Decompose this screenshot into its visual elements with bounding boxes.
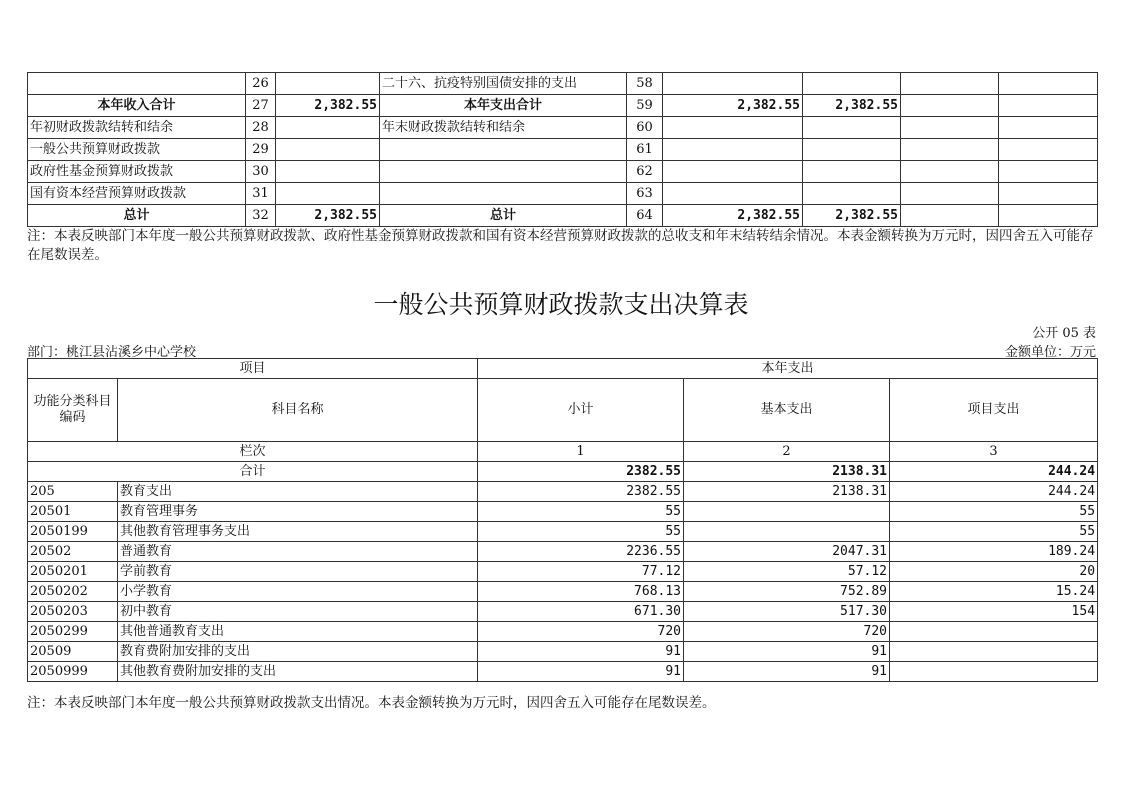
project-amount: 20 <box>890 562 1098 582</box>
income-amount: 2,382.55 <box>276 205 380 227</box>
subtotal-amount: 2382.55 <box>478 482 684 502</box>
expense-state-capital-amount <box>999 95 1098 117</box>
expense-line-no: 58 <box>627 73 663 95</box>
income-item: 政府性基金预算财政拨款 <box>28 161 246 183</box>
income-line-no: 31 <box>246 183 276 205</box>
subject-name: 其他教育费附加安排的支出 <box>118 662 478 682</box>
header-col1: 1 <box>478 442 684 462</box>
expense-table-note: 注：本表反映部门本年度一般公共预算财政拨款支出情况。本表金额转换为万元时，因四舍五入可能存在尾数误差。 <box>27 695 716 711</box>
subtotal-amount: 720 <box>478 622 684 642</box>
expense-fund-amount <box>901 139 999 161</box>
project-amount <box>890 622 1098 642</box>
table-row <box>28 542 1098 562</box>
income-item: 一般公共预算财政拨款 <box>28 139 246 161</box>
fiscal-summary-note: 注：本表反映部门本年度一般公共预算财政拨款、政府性基金预算财政拨款和国有资本经营预算财政拨款的总收支和年末结转结余情况。本表金额转换为万元时，因四舍五入可能存在尾数误差。 <box>27 228 1094 263</box>
income-item: 本年收入合计 <box>28 95 246 117</box>
project-amount: 15.24 <box>890 582 1098 602</box>
expense-item: 二十六、抗疫特别国债安排的支出 <box>380 73 627 95</box>
income-line-no: 29 <box>246 139 276 161</box>
expense-state-capital-amount <box>999 73 1098 95</box>
project-amount: 55 <box>890 522 1098 542</box>
basic-amount: 752.89 <box>684 582 890 602</box>
expense-total-amount <box>663 117 803 139</box>
subject-name: 教育管理事务 <box>118 502 478 522</box>
income-amount <box>276 139 380 161</box>
expense-general-budget-amount: 2,382.55 <box>803 205 901 227</box>
project-amount: 154 <box>890 602 1098 622</box>
subject-code: 2050299 <box>28 622 118 642</box>
subtotal-amount: 671.30 <box>478 602 684 622</box>
subject-code: 205 <box>28 482 118 502</box>
expense-general-budget-amount: 2,382.55 <box>803 95 901 117</box>
table-row <box>28 522 1098 542</box>
subtotal-amount: 2236.55 <box>478 542 684 562</box>
basic-amount: 2138.31 <box>684 482 890 502</box>
total-basic: 2138.31 <box>684 462 890 482</box>
table-row <box>28 161 1098 183</box>
income-line-no: 32 <box>246 205 276 227</box>
income-item: 国有资本经营预算财政拨款 <box>28 183 246 205</box>
header-basic: 基本支出 <box>684 379 890 442</box>
header-code: 功能分类科目编码 <box>28 379 118 442</box>
income-amount <box>276 183 380 205</box>
basic-amount: 91 <box>684 662 890 682</box>
expense-line-no: 64 <box>627 205 663 227</box>
table-row <box>28 73 1098 95</box>
table-row <box>28 662 1098 682</box>
expense-fund-amount <box>901 95 999 117</box>
project-amount: 244.24 <box>890 482 1098 502</box>
subject-code: 2050203 <box>28 602 118 622</box>
expense-item: 总计 <box>380 205 627 227</box>
table-row <box>28 183 1098 205</box>
subject-name: 其他教育管理事务支出 <box>118 522 478 542</box>
table-row <box>28 139 1098 161</box>
income-item <box>28 73 246 95</box>
expense-general-budget-amount <box>803 183 901 205</box>
income-item: 年初财政拨款结转和结余 <box>28 117 246 139</box>
expense-total-amount <box>663 139 803 161</box>
subject-name: 初中教育 <box>118 602 478 622</box>
income-item: 总计 <box>28 205 246 227</box>
subtotal-amount: 768.13 <box>478 582 684 602</box>
expense-item: 年末财政拨款结转和结余 <box>380 117 627 139</box>
basic-amount <box>684 522 890 542</box>
expense-table-body <box>28 482 1098 682</box>
income-amount <box>276 161 380 183</box>
basic-amount: 91 <box>684 642 890 662</box>
project-amount: 55 <box>890 502 1098 522</box>
header-project: 项目 <box>28 359 478 379</box>
header-subtotal: 小计 <box>478 379 684 442</box>
subject-code: 2050999 <box>28 662 118 682</box>
basic-amount: 57.12 <box>684 562 890 582</box>
expense-fund-amount <box>901 205 999 227</box>
fiscal-summary-table <box>27 72 1098 227</box>
project-amount <box>890 662 1098 682</box>
expense-general-budget-amount <box>803 139 901 161</box>
expense-item <box>380 139 627 161</box>
subtotal-amount: 77.12 <box>478 562 684 582</box>
subtotal-amount: 91 <box>478 662 684 682</box>
expense-fund-amount <box>901 73 999 95</box>
expense-fund-amount <box>901 183 999 205</box>
table-row <box>28 602 1098 622</box>
expense-line-no: 62 <box>627 161 663 183</box>
subtotal-amount: 91 <box>478 642 684 662</box>
subject-code: 2050201 <box>28 562 118 582</box>
expense-item: 本年支出合计 <box>380 95 627 117</box>
subtotal-amount: 55 <box>478 502 684 522</box>
subject-code: 20509 <box>28 642 118 662</box>
header-col3: 3 <box>890 442 1098 462</box>
subject-code: 20502 <box>28 542 118 562</box>
total-subtotal: 2382.55 <box>478 462 684 482</box>
subject-name: 普通教育 <box>118 542 478 562</box>
expense-general-budget-amount <box>803 117 901 139</box>
page-title: 一般公共预算财政拨款支出决算表 <box>373 290 749 319</box>
table-number: 公开 05 表 <box>1032 326 1096 341</box>
total-project: 244.24 <box>890 462 1098 482</box>
table-row <box>28 482 1098 502</box>
basic-amount <box>684 502 890 522</box>
subject-name: 小学教育 <box>118 582 478 602</box>
expense-state-capital-amount <box>999 139 1098 161</box>
project-amount <box>890 642 1098 662</box>
expense-general-budget-amount <box>803 73 901 95</box>
fiscal-summary-body <box>28 73 1098 227</box>
table-row <box>28 502 1098 522</box>
basic-amount: 2047.31 <box>684 542 890 562</box>
expense-line-no: 59 <box>627 95 663 117</box>
header-current-year: 本年支出 <box>478 359 1098 379</box>
table-row <box>28 117 1098 139</box>
income-line-no: 28 <box>246 117 276 139</box>
subject-code: 2050202 <box>28 582 118 602</box>
expense-total-amount <box>663 161 803 183</box>
header-col2: 2 <box>684 442 890 462</box>
income-amount: 2,382.55 <box>276 95 380 117</box>
expense-total-amount: 2,382.55 <box>663 95 803 117</box>
subject-name: 教育支出 <box>118 482 478 502</box>
expense-general-budget-amount <box>803 161 901 183</box>
expense-total-amount <box>663 73 803 95</box>
subject-code: 2050199 <box>28 522 118 542</box>
expense-item <box>380 183 627 205</box>
expense-line-no: 60 <box>627 117 663 139</box>
expense-fund-amount <box>901 161 999 183</box>
expense-state-capital-amount <box>999 183 1098 205</box>
subject-code: 20501 <box>28 502 118 522</box>
expense-table-header <box>28 359 1098 482</box>
subject-name: 教育费附加安排的支出 <box>118 642 478 662</box>
basic-amount: 517.30 <box>684 602 890 622</box>
header-subject-name: 科目名称 <box>118 379 478 442</box>
header-project-expense: 项目支出 <box>890 379 1098 442</box>
income-line-no: 27 <box>246 95 276 117</box>
expense-state-capital-amount <box>999 205 1098 227</box>
expense-state-capital-amount <box>999 117 1098 139</box>
expense-total-amount <box>663 183 803 205</box>
income-line-no: 26 <box>246 73 276 95</box>
header-column-label: 栏次 <box>28 442 478 462</box>
expense-total-amount: 2,382.55 <box>663 205 803 227</box>
total-label: 合计 <box>28 462 478 482</box>
expense-table <box>27 358 1098 682</box>
expense-line-no: 61 <box>627 139 663 161</box>
subtotal-amount: 55 <box>478 522 684 542</box>
subject-name: 其他普通教育支出 <box>118 622 478 642</box>
income-amount <box>276 117 380 139</box>
table-row <box>28 622 1098 642</box>
table-row <box>28 205 1098 227</box>
subject-name: 学前教育 <box>118 562 478 582</box>
table-row <box>28 562 1098 582</box>
table-row <box>28 95 1098 117</box>
income-amount <box>276 73 380 95</box>
basic-amount: 720 <box>684 622 890 642</box>
amount-unit-label: 金额单位：万元 <box>1004 345 1096 360</box>
expense-line-no: 63 <box>627 183 663 205</box>
project-amount: 189.24 <box>890 542 1098 562</box>
department-label: 部门：桃江县沾溪乡中心学校 <box>27 345 197 360</box>
income-line-no: 30 <box>246 161 276 183</box>
table-row <box>28 582 1098 602</box>
expense-item <box>380 161 627 183</box>
table-row <box>28 642 1098 662</box>
expense-state-capital-amount <box>999 161 1098 183</box>
expense-fund-amount <box>901 117 999 139</box>
